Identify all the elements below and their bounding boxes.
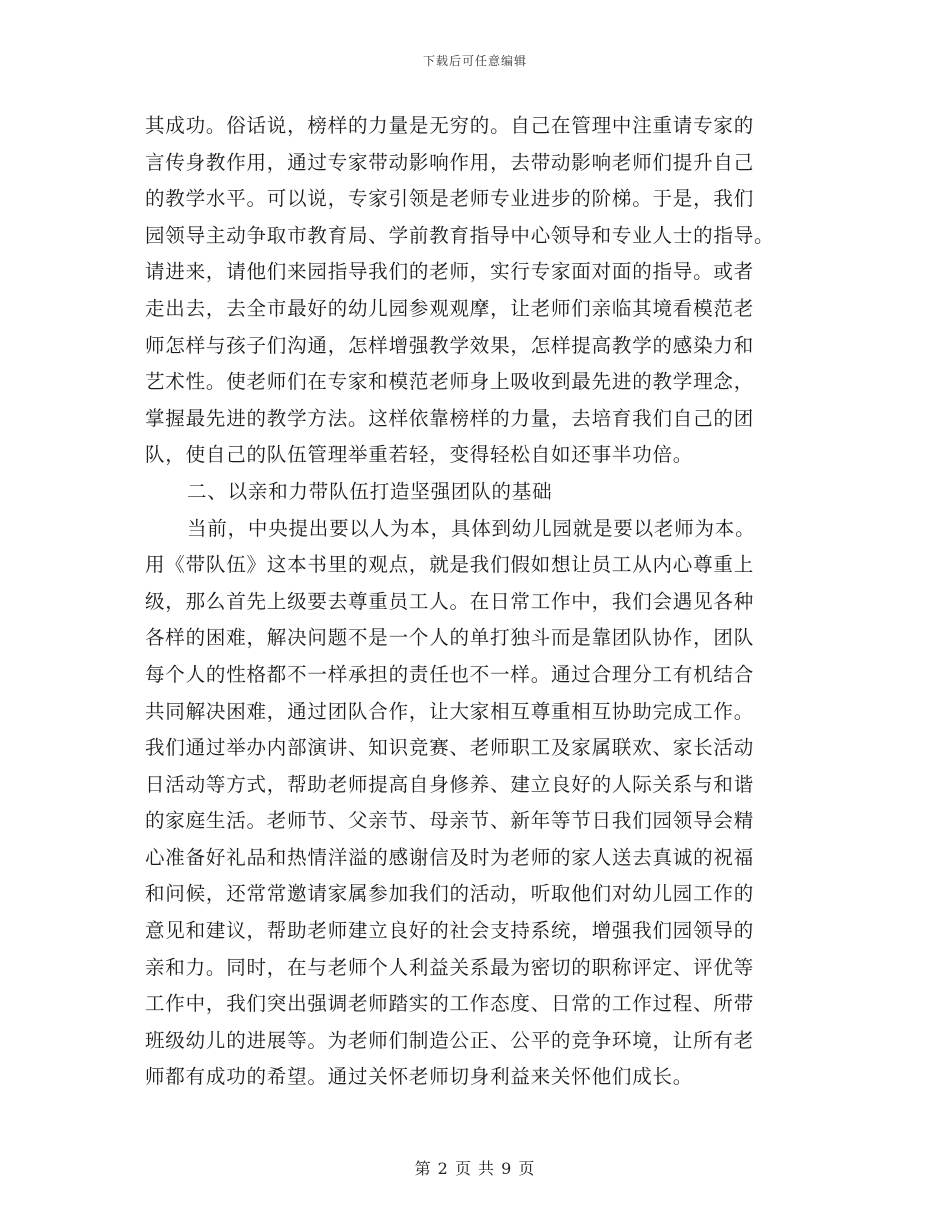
text-line: 园领导主动争取市教育局、学前教育指导中心领导和专业人士的指导。 [145,223,775,247]
text-line: 当前，中央提出要以人为本，具体到幼儿园就是要以老师为本。 [187,516,756,540]
text-line: 班级幼儿的进展等。为老师们制造公正、公平的竞争环境，让所有老 [145,1028,755,1052]
text-line: 用《带队伍》这本书里的观点，就是我们假如想让员工从内心尊重上 [145,553,755,577]
text-line: 级，那么首先上级要去尊重员工人。在日常工作中，我们会遇见各种 [145,589,755,613]
text-line: 掌握最先进的教学方法。这样依靠榜样的力量，去培育我们自己的团 [145,406,755,430]
text-line: 各样的困难，解决问题不是一个人的单打独斗而是靠团队协作，团队 [145,626,755,650]
text-line: 的教学水平。可以说，专家引领是老师专业进步的阶梯。于是，我们 [145,187,755,211]
text-line: 亲和力。同时，在与老师个人利益关系最为密切的职称评定、评优等 [145,955,755,979]
text-line: 我们通过举办内部演讲、知识竞赛、老师职工及家属联欢、家长活动 [145,736,755,760]
text-line: 和问候，还常常邀请家属参加我们的活动，听取他们对幼儿园工作的 [145,882,755,906]
page-footer: 第 2 页 共 9 页 [414,1159,536,1178]
document-body [145,108,810,1096]
text-line: 队，使自己的队伍管理举重若轻，变得轻松自如还事半功倍。 [145,443,694,467]
text-line: 其成功。俗话说，榜样的力量是无穷的。自己在管理中注重请专家的 [145,114,755,137]
text-line: 请进来，请他们来园指导我们的老师，实行专家面对面的指导。或者 [145,260,755,284]
text-line: 共同解决困难，通过团队合作，让大家相互尊重相互协助完成工作。 [145,699,755,723]
text-line: 意见和建议，帮助老师建立良好的社会支持系统，增强我们园领导的 [145,919,755,943]
text-line: 走出去，去全市最好的幼儿园参观观摩，让老师们亲临其境看模范老 [145,296,755,320]
text-line: 每个人的性格都不一样承担的责任也不一样。通过合理分工有机结合 [145,662,755,686]
text-line: 心准备好礼品和热情洋溢的感谢信及时为老师的家人送去真诚的祝福 [145,845,755,869]
text-line: 日活动等方式，帮助老师提高自身修养、建立良好的人际关系与和谐 [145,772,755,796]
text-line: 的家庭生活。老师节、父亲节、母亲节、新年等节日我们园领导会精 [145,809,755,833]
text-line: 艺术性。使老师们在专家和模范老师身上吸收到最先进的教学理念， [145,370,755,394]
text-line: 言传身教作用，通过专家带动影响作用，去带动影响老师们提升自己 [145,150,755,174]
text-line: 工作中，我们突出强调老师踏实的工作态度、日常的工作过程、所带 [145,992,755,1016]
text-line: 师怎样与孩子们沟通，怎样增强教学效果，怎样提高教学的感染力和 [145,333,755,357]
page-header: 下载后可任意编辑 [422,54,527,68]
section-heading: 二、以亲和力带队伍打造坚强团队的基础 [187,479,553,503]
text-line: 师都有成功的希望。通过关怀老师切身利益来关怀他们成长。 [145,1065,694,1089]
